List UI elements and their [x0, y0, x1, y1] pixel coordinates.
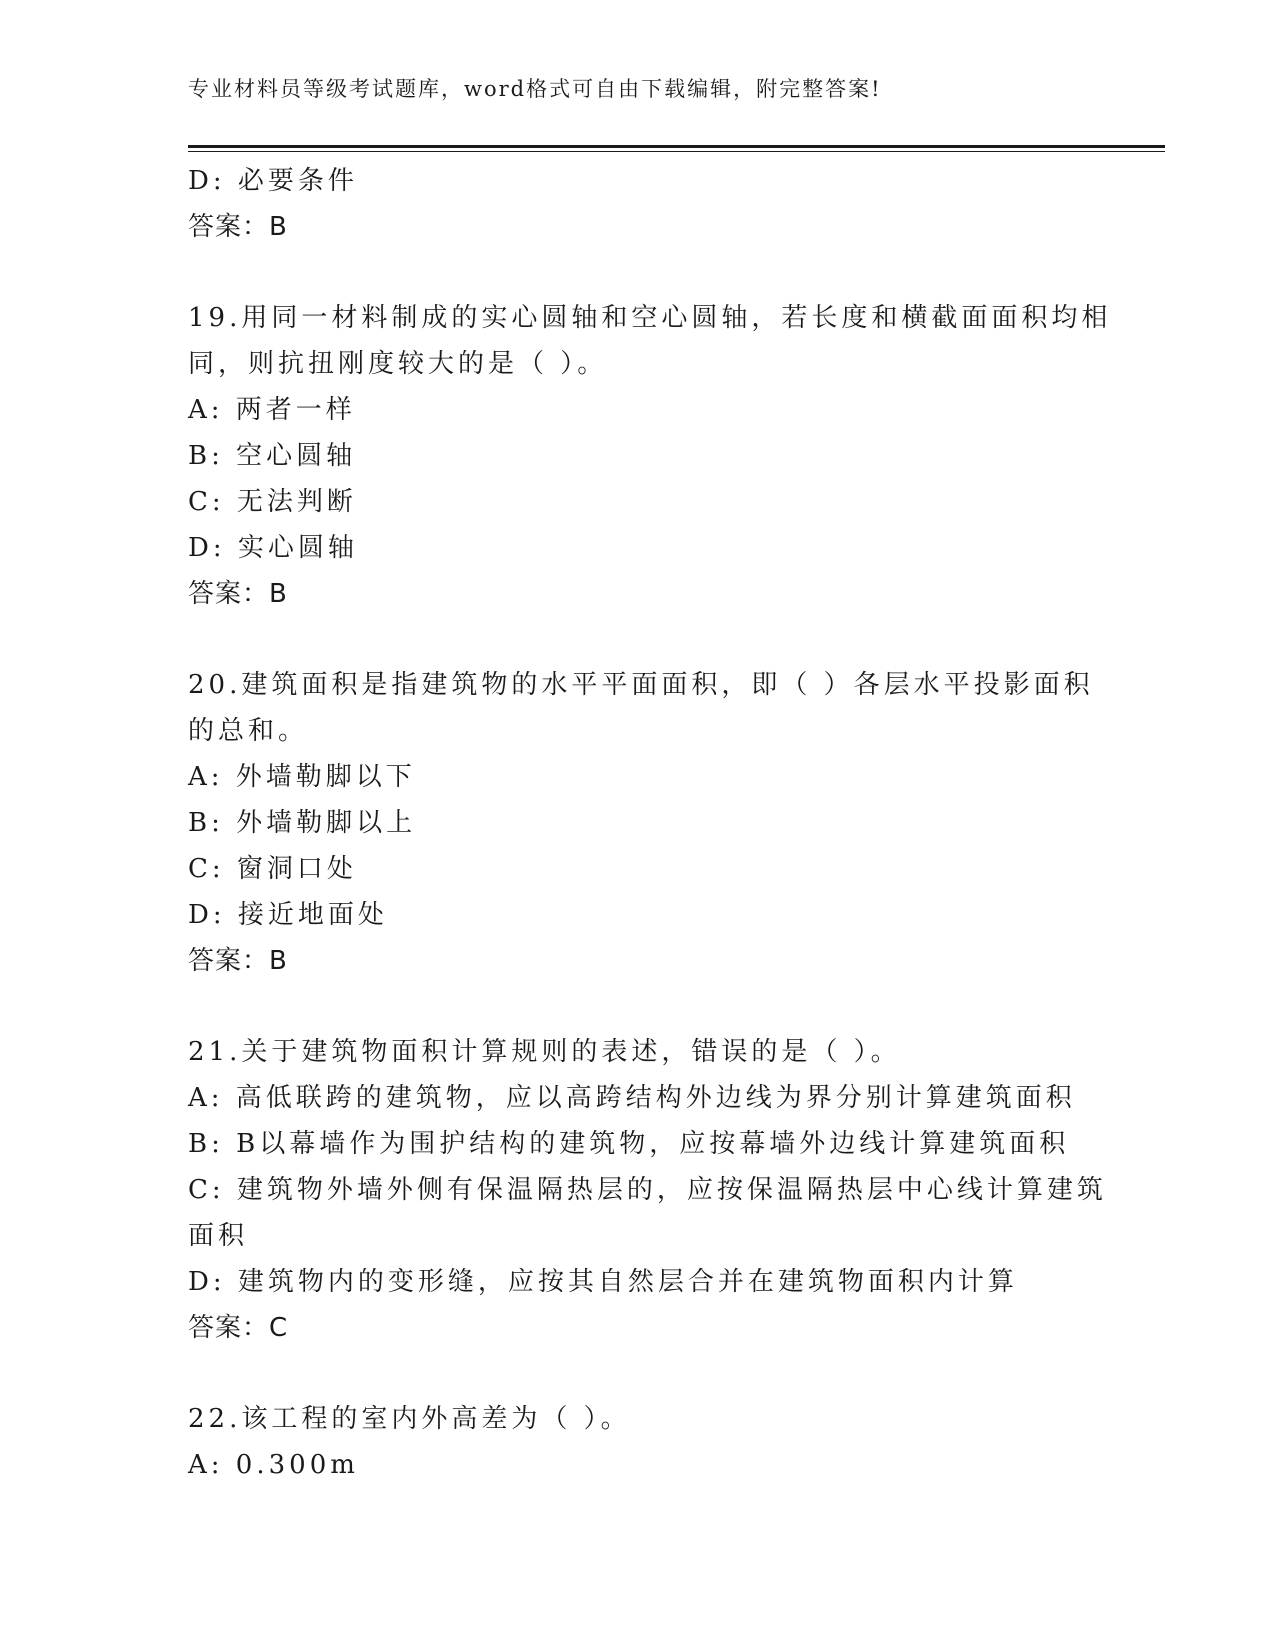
- answer-line: 答案：B: [188, 579, 288, 609]
- question-content: [188, 158, 1112, 1488]
- option-line: A: 外墙勒脚以下: [188, 762, 416, 792]
- option-line: C: 窗洞口处: [188, 854, 357, 884]
- option-line: D: 实心圆轴: [188, 533, 358, 563]
- option-line: B: 外墙勒脚以上: [188, 808, 417, 838]
- question-block-22: [188, 1396, 1088, 1488]
- question-text: 21.关于建筑物面积计算规则的表述，错误的是（ ）。: [188, 1037, 901, 1067]
- question-block-21: [188, 1029, 1107, 1351]
- answer-line: 答案：C: [188, 1313, 289, 1343]
- page-header: 专业材料员等级考试题库，word格式可自由下载编辑，附完整答案!: [188, 77, 882, 101]
- question-text: 22.该工程的室内外高差为（ ）。: [188, 1404, 631, 1434]
- option-line: C: 建筑物外墙外侧有保温隔热层的，应按保温隔热层中心线计算建筑: [188, 1175, 1107, 1205]
- question-block-19: [188, 295, 1112, 617]
- option-line: B: 空心圆轴: [188, 441, 357, 471]
- option-line: D: 接近地面处: [188, 900, 388, 930]
- option-line-continued: 面积: [188, 1221, 249, 1251]
- option-line: D: 必要条件: [188, 166, 358, 196]
- question-text: 同，则抗扭刚度较大的是（ ）。: [188, 349, 608, 379]
- option-line: B: B以幕墙作为围护结构的建筑物，应按幕墙外边线计算建筑面积: [188, 1129, 1070, 1159]
- option-line: A: 0.300m: [188, 1450, 359, 1480]
- spacer: [188, 250, 1088, 295]
- spacer: [188, 617, 1088, 662]
- question-text: 20.建筑面积是指建筑物的水平平面面积，即（ ）各层水平投影面积: [188, 670, 1094, 700]
- header-rule-thick: [188, 145, 1165, 148]
- option-line: A: 高低联跨的建筑物，应以高跨结构外边线为界分别计算建筑面积: [188, 1083, 1076, 1113]
- header-rule-thin: [188, 151, 1165, 152]
- answer-line: 答案：B: [188, 946, 288, 976]
- spacer: [188, 984, 1088, 1029]
- question-block-20: [188, 662, 1094, 984]
- option-line: C: 无法判断: [188, 487, 357, 517]
- option-line: D: 建筑物内的变形缝，应按其自然层合并在建筑物面积内计算: [188, 1267, 1018, 1297]
- question-block-fragment: [188, 158, 1088, 250]
- option-line: A: 两者一样: [188, 395, 356, 425]
- answer-line: 答案：B: [188, 212, 288, 242]
- question-text: 19.用同一材料制成的实心圆轴和空心圆轴，若长度和横截面面积均相: [188, 303, 1112, 333]
- spacer: [188, 1351, 1088, 1396]
- question-text: 的总和。: [188, 716, 309, 746]
